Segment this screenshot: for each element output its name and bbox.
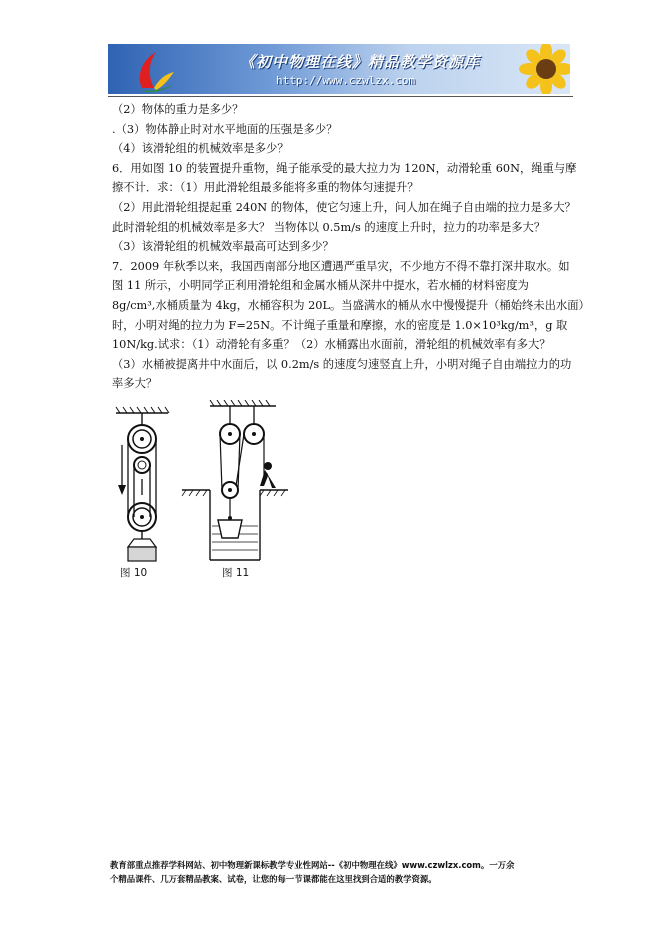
sunflower-icon — [508, 44, 570, 94]
text-line: 7．2009 年秋季以来，我国西南部分地区遭遇严重旱灾，不少地方不得不靠打深井取水。如 — [112, 259, 570, 273]
text-line: （3）该滑轮组的机械效率最高可达到多少？ — [112, 240, 334, 254]
footer-line: 个精品课件、几万套精品教案、试卷，让您的每一节课都能在这里找到合适的教学资源。 — [110, 874, 437, 884]
text-line: （2）物体的重力是多少？ — [112, 103, 244, 116]
text-line: 率多大？ — [112, 377, 158, 391]
text-line: 此时滑轮组的机械效率是多大？ 当物体以 0.5m/s 的速度上升时，拉力的功率是多大？ — [112, 220, 546, 234]
banner-title: 《初中物理在线》精品教学资源库 — [240, 53, 481, 71]
header-rule — [108, 96, 573, 97]
text-line: （3）水桶被提离井中水面后，以 0.2m/s 的速度匀速竖直上升，小明对绳子自由端拉力的功 — [112, 357, 572, 371]
banner-url: http://www.czwlzx.com — [276, 74, 416, 87]
text-line: 图 11 所示，小明同学正利用滑轮组和金属水桶从深井中提水，若水桶的材料密度为 — [112, 279, 529, 293]
problem-text — [112, 100, 590, 394]
text-line: 擦不计．求：（1）用此滑轮组最多能将多重的物体匀速提升？ — [112, 181, 419, 195]
text-line: （2）用此滑轮组提起重 240N 的物体，使它匀速上升，问人加在绳子自由端的拉力是多大？ — [112, 200, 576, 214]
text-line: （4）该滑轮组的机械效率是多少？ — [112, 142, 289, 156]
text-line: 10N/kg.试求：（1）动滑轮有多重？（2）水桶露出水面前，滑轮组的机械效率有多大？ — [112, 338, 551, 352]
figure-10-pulley-diagram — [112, 405, 172, 563]
figure-11-well-diagram — [180, 400, 292, 564]
text-line: 8g/cm³,水桶质量为 4kg，水桶容积为 20L。当盛满水的桶从水中慢慢提升（桶始终未出水面） — [112, 298, 590, 312]
text-line: 时，小明对绳的拉力为 F=25N。不计绳子重量和摩擦，水的密度是 1.0×10³kg/m³，g 取 — [112, 318, 568, 332]
header-banner — [108, 44, 570, 94]
figure-11-caption: 图 11 — [222, 567, 250, 579]
page-footer — [110, 858, 580, 886]
text-line: .（3）物体静止时对水平地面的压强是多少？ — [112, 122, 338, 136]
footer-line: 教育部重点推荐学科网站、初中物理新课标教学专业性网站--《初中物理在线》www.czwlzx.com。一万余 — [110, 860, 515, 870]
text-line: 6．用如图 10 的装置提升重物，绳子能承受的最大拉力为 120N，动滑轮重 60N，绳重与摩 — [112, 161, 577, 175]
figure-10-caption: 图 10 — [120, 567, 148, 579]
site-logo — [134, 48, 176, 92]
